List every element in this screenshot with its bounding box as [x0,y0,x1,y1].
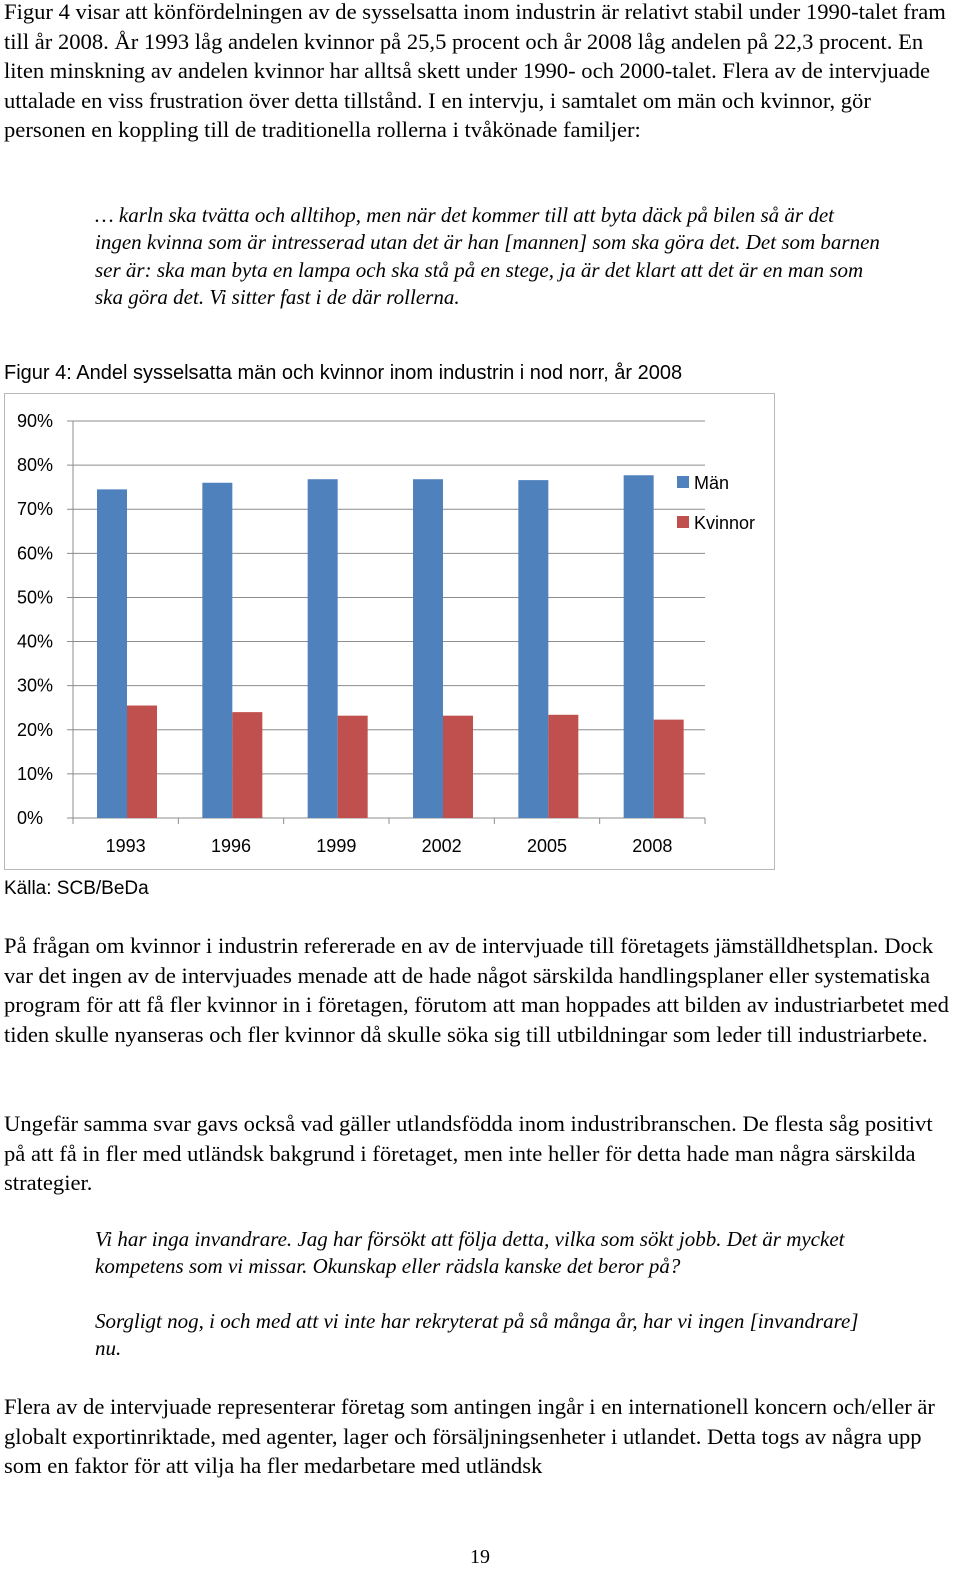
paragraph-equality-plan: På frågan om kvinnor i industrin refererade en av de intervjuade till företagets jämställdhetsplan. Dock var det ingen av de intervjuades menade att de hade något särskilda handlingsplaner eller systematiska program för att få fler kvinnor in i företagen, förutom att man hoppades att bilden av industriarbetet med tiden skulle nyanseras och fler kvinnor då skulle söka sig till utbildningar som leder till industriarbete. [4,933,949,1047]
bar-chart [5,394,776,871]
bar-kvinnor-1999 [338,716,368,818]
bar-kvinnor-2008 [654,720,684,818]
paragraph-foreign-born: Ungefär samma svar gavs också vad gäller utlandsfödda inom industribranschen. De flesta såg positivt på att få in fler med utländsk bakgrund i företaget, men inte heller för detta hade man några särskilda strategier. [4,1111,933,1196]
x-tick-label: 2008 [632,836,673,856]
y-tick-label: 60% [17,543,54,564]
y-tick-label: 80% [17,455,54,476]
y-tick-label: 30% [17,675,54,696]
x-tick-label: 1999 [316,836,357,856]
bar-kvinnor-2005 [548,715,578,818]
x-tick-label: 1993 [105,836,146,856]
x-tick-label: 2005 [526,836,568,856]
bar-män-2002 [413,479,443,818]
x-tick-label: 1996 [210,836,252,856]
page-number: 19 [470,1546,490,1568]
bar-män-1999 [308,479,338,818]
quote-traditional-roles: … karln ska tvätta och alltihop, men när det kommer till att byta däck på bilen så är det ingen kvinna som är intresserad utan det är han [mannen] som ska göra det. Det som barnen ser är: ska man byta en lampa och ska stå på en stege, ja är det klart att det är en man som ska göra det. Vi sitter fast i de där rollerna. [95,203,880,310]
bar-kvinnor-2002 [443,716,473,818]
y-tick-label: 70% [17,499,54,520]
y-tick-label: 10% [17,763,54,784]
y-tick-label: 20% [17,719,54,740]
x-tick-label: 2002 [421,836,462,856]
quote-no-immigrants: Vi har inga invandrare. Jag har försökt att följa detta, vilka som sökt jobb. Det är mycket kompetens som vi missar. Okunskap eller rädsla kanske det beror på? [95,1227,845,1279]
legend-label: Män [694,473,730,493]
y-tick-label: 90% [17,411,54,431]
bar-män-1993 [97,489,127,818]
figure-caption: Figur 4: Andel sysselsatta män och kvinnor inom industrin i nod norr, år 2008 [4,362,683,384]
quote-no-recruitment: Sorgligt nog, i och med att vi inte har rekryterat på så många år, har vi ingen [invandrare] nu. [95,1309,859,1361]
chart-container [4,393,775,870]
paragraph-international: Flera av de intervjuade representerar företag som antingen ingår i en internationell koncern och/eller är globalt exportinriktade, med agenter, lager och försäljningsenheter i utlandet. Detta togs av några upp som en faktor för att vilja ha fler medarbetare med utländsk [4,1394,935,1479]
figure-source: Källa: SCB/BeDa [4,878,149,899]
y-tick-label: 50% [17,587,54,608]
bar-män-2008 [624,475,654,818]
legend-label: Kvinnor [694,513,756,533]
legend-swatch-män [677,476,689,488]
legend-swatch-kvinnor [677,516,689,528]
y-tick-label: 40% [17,631,54,652]
bar-kvinnor-1996 [232,712,262,818]
bar-män-2005 [518,480,548,818]
bar-män-1996 [202,483,232,818]
paragraph-intro: Figur 4 visar att könfördelningen av de sysselsatta inom industrin är relativt stabil under 1990-talet fram till år 2008. År 1993 låg andelen kvinnor på 25,5 procent och år 2008 låg andelen på 22,3 procent. En liten minskning av andelen kvinnor har alltså skett under 1990- och 2000-talet. Flera av de intervjuade uttalade en viss frustration över detta tillstånd. I en intervju, i samtalet om män och kvinnor, gör personen en koppling till de traditionella rollerna i tvåkönade familjer: [4,0,946,143]
y-tick-label: 0% [17,808,44,828]
bar-kvinnor-1993 [127,706,157,818]
